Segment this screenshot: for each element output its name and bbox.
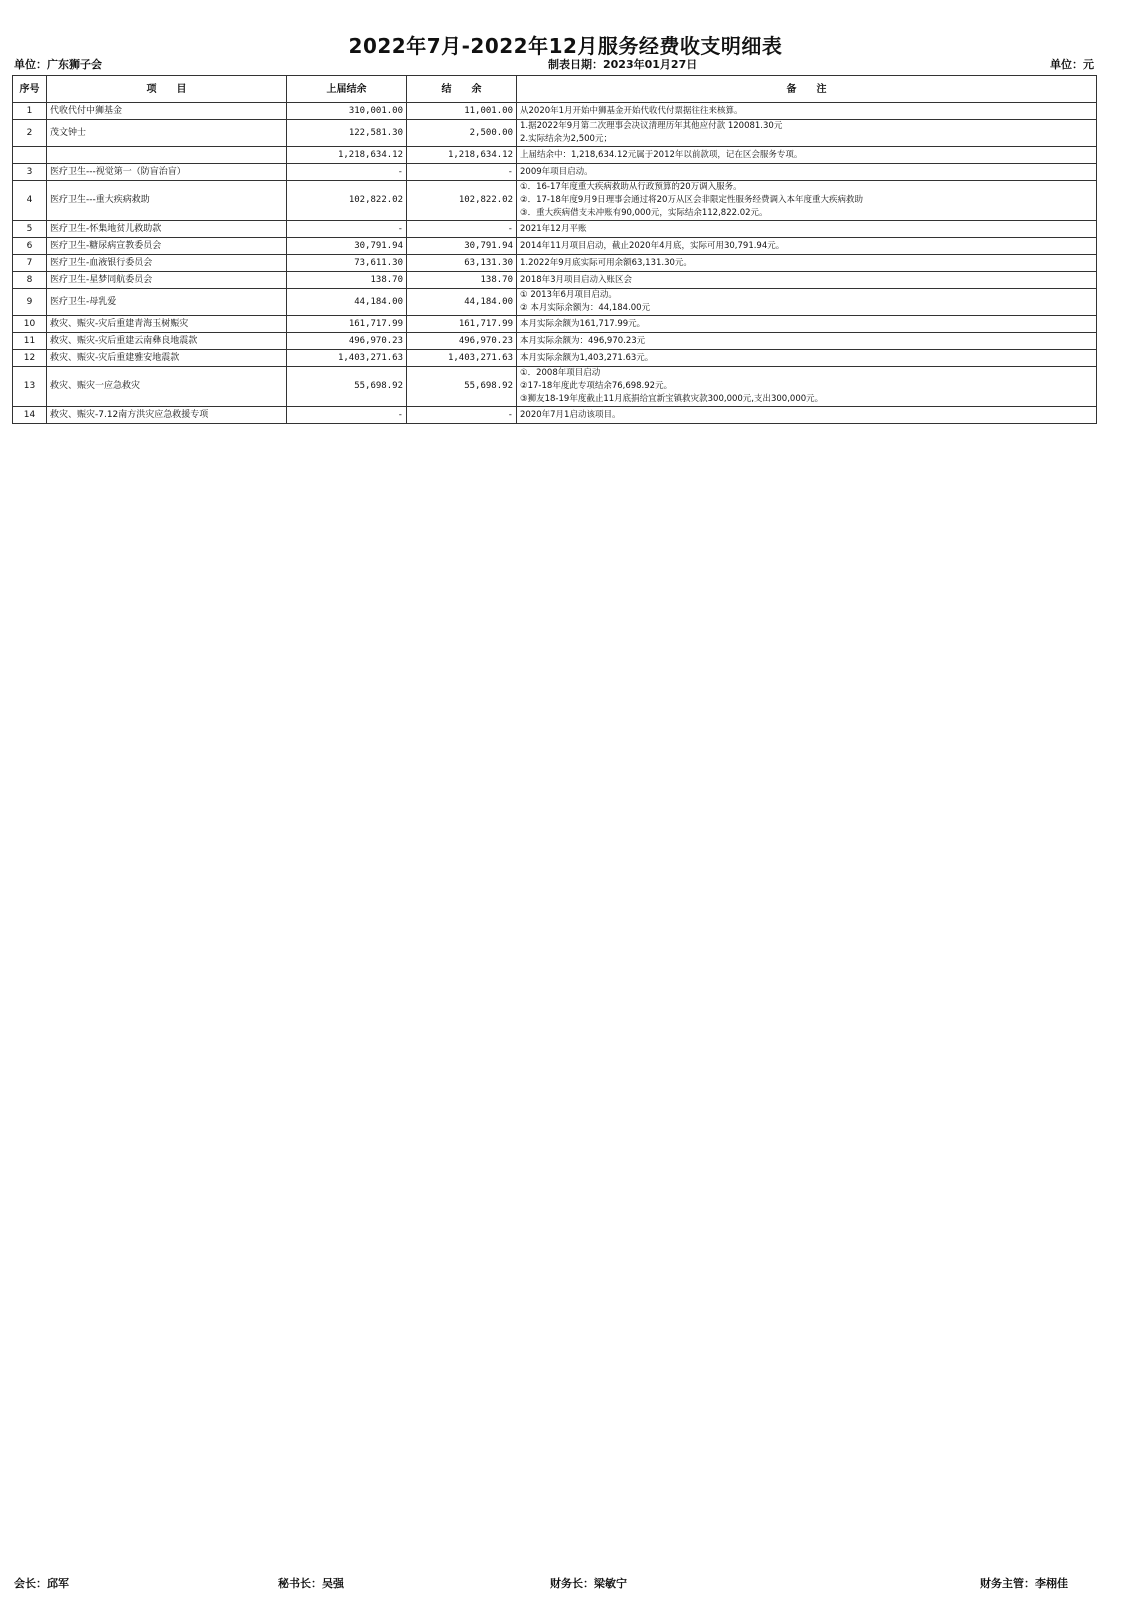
- row-prev-balance: 310,001.00: [287, 103, 407, 120]
- table-row: [13, 350, 1097, 367]
- row-item: 医疗卫生-血液银行委员会: [47, 255, 287, 272]
- row-item: 医疗卫生-母乳爱: [47, 289, 287, 316]
- row-item: [47, 147, 287, 164]
- col-header-balance: 结 余: [407, 76, 517, 103]
- page-title: 2022年7月-2022年12月服务经费收支明细表: [348, 34, 783, 58]
- row-item: 医疗卫生---视觉第一（防盲治盲）: [47, 164, 287, 181]
- table-row: [13, 289, 1097, 316]
- row-number: 2: [13, 120, 47, 147]
- row-item: 医疗卫生-怀集地贫儿救助款: [47, 221, 287, 238]
- row-item: 医疗卫生-糖尿病宣教委员会: [47, 238, 287, 255]
- table-row: [13, 407, 1097, 424]
- row-note: 上届结余中：1,218,634.12元属于2012年以前款项，记在区会服务专项。: [517, 147, 1097, 164]
- row-prev-balance: -: [287, 407, 407, 424]
- col-header-item: 项 目: [47, 76, 287, 103]
- row-number: 1: [13, 103, 47, 120]
- row-balance: 496,970.23: [407, 333, 517, 350]
- row-number: 13: [13, 367, 47, 407]
- row-note: 2021年12月平账: [517, 221, 1097, 238]
- footer-secretary: 秘书长：吴强: [278, 1577, 344, 1590]
- table-header-row: [13, 76, 1097, 103]
- table-row: [13, 272, 1097, 289]
- row-number: 9: [13, 289, 47, 316]
- col-header-note: 备 注: [517, 76, 1097, 103]
- row-balance: 102,822.02: [407, 181, 517, 221]
- currency-label: 单位：元: [1050, 58, 1094, 71]
- row-prev-balance: -: [287, 221, 407, 238]
- row-prev-balance: 496,970.23: [287, 333, 407, 350]
- row-prev-balance: 30,791.94: [287, 238, 407, 255]
- row-prev-balance: 1,218,634.12: [287, 147, 407, 164]
- row-number: 6: [13, 238, 47, 255]
- row-item: 救灾、赈灾-灾后重建云南彝良地震款: [47, 333, 287, 350]
- footer-finance-head: 财务长：梁敏宁: [550, 1577, 627, 1590]
- col-header-no: 序号: [13, 76, 47, 103]
- row-balance: 55,698.92: [407, 367, 517, 407]
- row-number: 14: [13, 407, 47, 424]
- row-note: 2014年11月项目启动，截止2020年4月底，实际可用30,791.94元。: [517, 238, 1097, 255]
- footer-president: 会长：邱军: [14, 1577, 69, 1590]
- date-label: 制表日期：2023年01月27日: [548, 58, 698, 71]
- row-prev-balance: 44,184.00: [287, 289, 407, 316]
- row-item: 代收代付中狮基金: [47, 103, 287, 120]
- row-balance: 1,218,634.12: [407, 147, 517, 164]
- row-item: 救灾、赈灾一应急救灾: [47, 367, 287, 407]
- row-balance: 30,791.94: [407, 238, 517, 255]
- footer-finance-supervisor: 财务主管：李栩佳: [980, 1577, 1068, 1590]
- row-note: 本月实际余额为161,717.99元。: [517, 316, 1097, 333]
- row-note: 2009年项目启动。: [517, 164, 1097, 181]
- row-balance: 161,717.99: [407, 316, 517, 333]
- table-row: [13, 164, 1097, 181]
- row-balance: 44,184.00: [407, 289, 517, 316]
- table-row: [13, 181, 1097, 221]
- row-balance: -: [407, 164, 517, 181]
- row-prev-balance: -: [287, 164, 407, 181]
- row-note: 从2020年1月开始中狮基金开始代收代付票据往往来核算。: [517, 103, 1097, 120]
- row-item: 医疗卫生-星梦同航委员会: [47, 272, 287, 289]
- row-balance: -: [407, 221, 517, 238]
- table-row: [13, 103, 1097, 120]
- row-number: 10: [13, 316, 47, 333]
- table-row: [13, 147, 1097, 164]
- row-number: 8: [13, 272, 47, 289]
- row-number: 4: [13, 181, 47, 221]
- row-balance: -: [407, 407, 517, 424]
- row-note: 1.2022年9月底实际可用余额63,131.30元。: [517, 255, 1097, 272]
- row-item: 救灾、赈灾-灾后重建青海玉树赈灾: [47, 316, 287, 333]
- table-row: [13, 316, 1097, 333]
- statement-table: [12, 75, 1097, 424]
- row-balance: 11,001.00: [407, 103, 517, 120]
- row-prev-balance: 138.70: [287, 272, 407, 289]
- row-balance: 2,500.00: [407, 120, 517, 147]
- row-number: 11: [13, 333, 47, 350]
- table-row: [13, 367, 1097, 407]
- row-note: 本月实际余额为：496,970.23元: [517, 333, 1097, 350]
- row-prev-balance: 161,717.99: [287, 316, 407, 333]
- row-number: 7: [13, 255, 47, 272]
- row-prev-balance: 102,822.02: [287, 181, 407, 221]
- row-note: 2020年7月1启动该项目。: [517, 407, 1097, 424]
- table-row: [13, 238, 1097, 255]
- table-row: [13, 221, 1097, 238]
- row-note: 1.据2022年9月第二次理事会决议清理历年其他应付款 120081.30元 2.实际结余为2,500元；: [517, 120, 1097, 147]
- row-balance: 1,403,271.63: [407, 350, 517, 367]
- row-prev-balance: 122,581.30: [287, 120, 407, 147]
- row-prev-balance: 73,611.30: [287, 255, 407, 272]
- table-row: [13, 333, 1097, 350]
- table-row: [13, 120, 1097, 147]
- row-item: 救灾、赈灾-7.12南方洪灾应急救援专项: [47, 407, 287, 424]
- row-balance: 138.70: [407, 272, 517, 289]
- col-header-prev: 上届结余: [287, 76, 407, 103]
- row-note: 2018年3月项目启动入账区会: [517, 272, 1097, 289]
- row-number: 12: [13, 350, 47, 367]
- unit-label: 单位：广东狮子会: [14, 58, 102, 71]
- row-prev-balance: 1,403,271.63: [287, 350, 407, 367]
- row-balance: 63,131.30: [407, 255, 517, 272]
- row-note: 本月实际余额为1,403,271.63元。: [517, 350, 1097, 367]
- row-number: 5: [13, 221, 47, 238]
- row-prev-balance: 55,698.92: [287, 367, 407, 407]
- row-note: ①．16-17年度重大疾病救助从行政预算的20万调入服务。 ②．17-18年度9月9日理事会通过将20万从区会非限定性服务经费调入本年度重大疾病救助 ③．重大疾病借支未冲账有90,000元，实际结余112,822.02元。: [517, 181, 1097, 221]
- row-item: 医疗卫生---重大疾病救助: [47, 181, 287, 221]
- row-note: ①．2008年项目启动 ②17-18年度此专项结余76,698.92元。 ③狮友18-19年度截止11月底捐给宜新宝镇救灾款300,000元,支出300,000元。: [517, 367, 1097, 407]
- row-note: ① 2013年6月项目启动。 ② 本月实际余额为：44,184.00元: [517, 289, 1097, 316]
- row-item: 茂文钟士: [47, 120, 287, 147]
- row-number: [13, 147, 47, 164]
- row-number: 3: [13, 164, 47, 181]
- table-row: [13, 255, 1097, 272]
- row-item: 救灾、赈灾-灾后重建雅安地震款: [47, 350, 287, 367]
